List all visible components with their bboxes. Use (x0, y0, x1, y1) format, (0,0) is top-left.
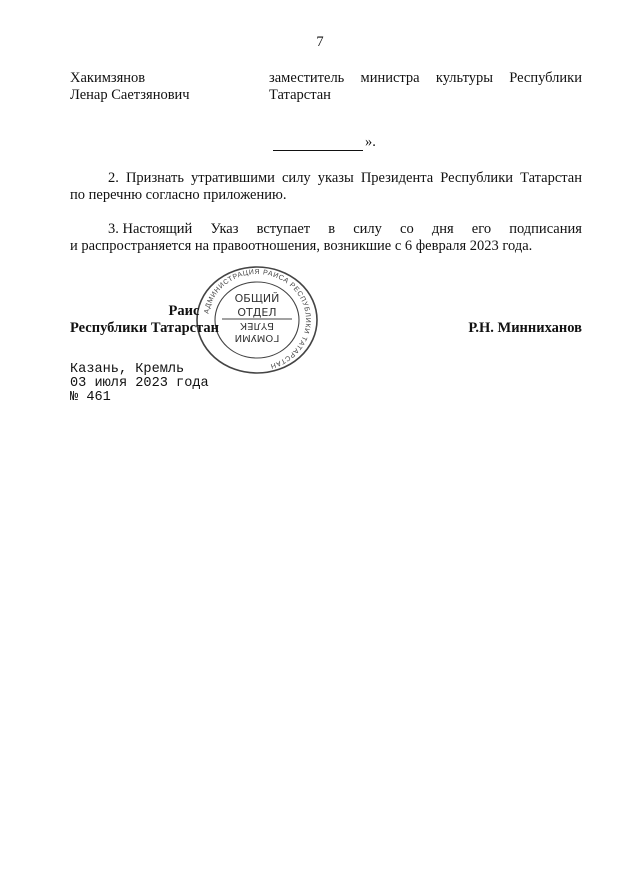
paragraph-word: его (471, 221, 492, 237)
paragraph-word: вступает (256, 221, 311, 237)
paragraph-2-line1: 2. Признать утратившими силу указы Президента Республики Татарстан (108, 170, 582, 186)
seal-text-line2: ОТДЕЛ (237, 306, 277, 319)
signatory-name: Р.Н. Минниханов (468, 320, 582, 336)
paragraph-3 (70, 221, 582, 255)
paragraph-word: силу (353, 221, 382, 237)
position-word: заместитель (269, 70, 345, 86)
signatory-position-line2: Республики Татарстан (70, 320, 219, 336)
page-number: 7 (316, 34, 324, 50)
seal-text-line4: БҮЛЕК (240, 320, 274, 331)
paragraph-3-line2: и распространяется на правоотношения, возникшие с 6 февраля 2023 года. (70, 238, 533, 254)
appointee-position-line1 (269, 70, 582, 87)
appointee-given-names: Ленар Саетзянович (70, 87, 190, 103)
paragraph-3-line1 (70, 221, 582, 238)
paragraph-word: 3. Настоящий (108, 221, 193, 237)
paragraph-word: в (328, 221, 336, 237)
seal-text-line1: ОБЩИЙ (234, 292, 280, 305)
position-word: Республики (509, 70, 582, 86)
paragraph-word: Указ (210, 221, 239, 237)
paragraph-word: со (400, 221, 414, 237)
paragraph-word: подписания (509, 221, 582, 237)
seal-ring-text: АДМИНИСТРАЦИЯ РАИСА РЕСПУБЛИКИ ТАТАРСТАН (203, 268, 312, 370)
issue-number: № 461 (70, 390, 111, 405)
signatory-position-line1: Раис (168, 303, 200, 319)
paragraph-2 (70, 170, 582, 204)
paragraph-word: дня (431, 221, 454, 237)
issue-place: Казань, Кремль (70, 362, 185, 377)
position-word: министра (360, 70, 420, 86)
closing-line (273, 134, 376, 151)
issue-details (70, 363, 209, 405)
appointee-position-line2: Татарстан (269, 87, 331, 103)
appointee-position (269, 70, 582, 104)
issue-date: 03 июля 2023 года (70, 376, 209, 391)
blank-underline (273, 137, 363, 151)
appointee-name (70, 70, 250, 104)
closing-quote: ». (365, 134, 376, 150)
paragraph-2-line2: по перечню согласно приложению. (70, 187, 287, 203)
appointee-surname: Хакимзянов (70, 70, 146, 86)
seal-text-line3: ГОМУМИ (234, 332, 280, 343)
position-word: культуры (435, 70, 493, 86)
